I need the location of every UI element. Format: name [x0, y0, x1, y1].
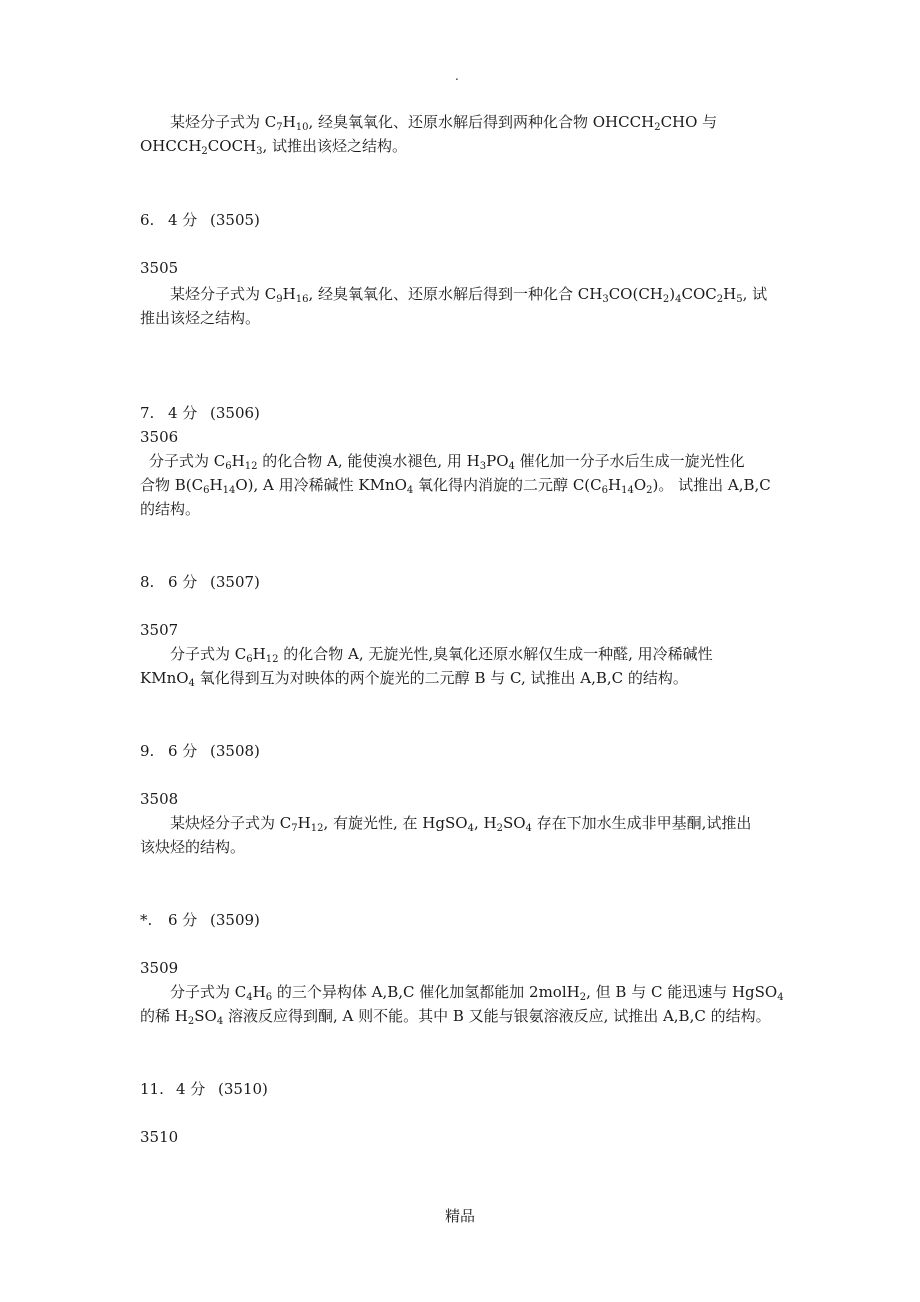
problem-line: 的稀 $H_2SO_4$ 溶液反应得到酮, A 则不能。其中 B 又能与银氨溶液反应, 试推出 A,B,C 的结构。 [140, 1007, 771, 1027]
subscript: 7 [276, 122, 283, 133]
subscript: 4 [525, 823, 532, 834]
subscript: 6 [246, 654, 253, 665]
subscript: 2 [496, 823, 503, 834]
problem-line: 某炔烃分子式为 $C_7H_{12}$, 有旋光性, 在 HgSO$_4$, $H_2SO_4$ 存在下加水生成非甲基酮,试推出 [170, 814, 752, 834]
subscript: 6 [601, 485, 608, 496]
problem-line: 推出该烃之结构。 [140, 309, 261, 327]
subscript: 6 [265, 992, 273, 1003]
problem-score: 4 分 [168, 404, 198, 422]
problem-code-paren: (3505) [210, 211, 260, 229]
subscript: 16 [295, 294, 309, 305]
subscript: 12 [244, 461, 258, 472]
subscript: 2 [654, 122, 661, 133]
problem-score: 4 分 [176, 1080, 206, 1098]
page-footer: 精品 [444, 1207, 475, 1225]
subscript: 9 [276, 294, 283, 305]
subscript: 3 [256, 146, 263, 157]
problem-heading [140, 208, 260, 232]
problem-number: 8. [140, 573, 155, 591]
subscript: 6 [225, 461, 232, 472]
problem-number: *. [140, 911, 153, 929]
problem-7-body [140, 449, 800, 521]
subscript: 4 [246, 992, 253, 1003]
problem-code: 3506 [140, 428, 179, 446]
subscript: 2 [662, 294, 670, 305]
subscript: 4 [777, 992, 784, 1003]
subscript: 2 [646, 485, 653, 496]
problem-score: 6 分 [168, 573, 198, 591]
subscript: 4 [467, 823, 474, 834]
problem-code-paren: (3509) [210, 911, 260, 929]
subscript: 2 [716, 294, 724, 305]
header-mark: . [455, 69, 459, 83]
subscript: 4 [508, 461, 515, 472]
problem-score: 6 分 [168, 911, 198, 929]
subscript: 6 [203, 485, 210, 496]
problem-code: 3508 [140, 790, 179, 808]
subscript: 4 [216, 1016, 224, 1027]
problem-number: 11. [140, 1080, 164, 1098]
problem-number: 7. [140, 404, 155, 422]
subscript: 4 [406, 485, 414, 496]
problem-code-paren: (3508) [210, 742, 260, 760]
problem-code: 3505 [140, 259, 179, 277]
problem-5-body [140, 110, 800, 158]
subscript: 2 [187, 1016, 195, 1027]
problem-score: 4 分 [168, 211, 198, 229]
problem-heading [140, 1077, 268, 1101]
problem-number: 6. [140, 211, 155, 229]
problem-8-body [140, 642, 800, 690]
problem-10-body [140, 980, 800, 1028]
problem-code-paren: (3506) [210, 404, 260, 422]
subscript: 2 [201, 146, 208, 157]
problem-9-body [140, 811, 800, 859]
problem-line: 分子式为 $C_6H_{12}$ 的化合物 A, 无旋光性,臭氧化还原水解仅生成一种醛, 用冷稀碱性 [170, 645, 713, 665]
subscript: 2 [579, 992, 587, 1003]
subscript: 5 [736, 294, 743, 305]
subscript: 14 [222, 485, 236, 496]
problem-line: 分子式为 $C_6H_{12}$ 的化合物 A, 能使溴水褪色, 用 $H_3PO_4$ 催化加一分子水后生成一旋光性化 [149, 452, 745, 472]
subscript: 14 [621, 485, 634, 496]
problem-heading [140, 908, 260, 932]
problem-heading [140, 570, 260, 594]
problem-6-body [140, 282, 800, 330]
subscript: 12 [310, 823, 324, 834]
subscript: 3 [602, 294, 609, 305]
problem-line: 合物 $B(C_6H_{14}O)$, A 用冷稀碱性 KMnO$_4$ 氧化得内消旋的二元醇 $C(C_6H_{14}O_2)$。 试推出 A,B,C [140, 476, 771, 496]
problem-line: 某烃分子式为 $C_7H_{10}$, 经臭氧氧化、还原水解后得到两种化合物 $OHCCH_2CHO$ 与 [170, 113, 718, 133]
problem-code: 3509 [140, 959, 179, 977]
problem-code-paren: (3510) [218, 1080, 268, 1098]
subscript: 7 [291, 823, 298, 834]
problem-number: 9. [140, 742, 155, 760]
subscript: 4 [188, 678, 195, 689]
problem-line: KMnO$_4$ 氧化得到互为对映体的两个旋光的二元醇 B 与 C, 试推出 A,B,C 的结构。 [140, 669, 688, 689]
problem-score: 6 分 [168, 742, 198, 760]
problem-code-paren: (3507) [210, 573, 260, 591]
subscript: 3 [479, 461, 487, 472]
subscript: 10 [295, 122, 309, 133]
problem-code: 3507 [140, 621, 179, 639]
subscript: 12 [265, 654, 279, 665]
problem-line: $OHCCH_2COCH_3$, 试推出该烃之结构。 [140, 137, 408, 157]
subscript: 4 [675, 294, 682, 305]
problem-line: 分子式为 $C_4H_6$ 的三个异构体 A,B,C 催化加氢都能加 2molH$_2$, 但 B 与 C 能迅速与 HgSO$_4$ [170, 983, 784, 1003]
problem-line: 该炔烃的结构。 [140, 838, 246, 856]
problem-line: 某烃分子式为 $C_9H_{16}$, 经臭氧氧化、还原水解后得到一种化合 $CH_3CO(CH_2)_4COC_2H_5$, 试 [170, 285, 768, 305]
problem-heading [140, 739, 260, 763]
problem-code: 3510 [140, 1128, 179, 1146]
problem-line: 的结构。 [140, 500, 201, 518]
problem-heading [140, 401, 260, 425]
